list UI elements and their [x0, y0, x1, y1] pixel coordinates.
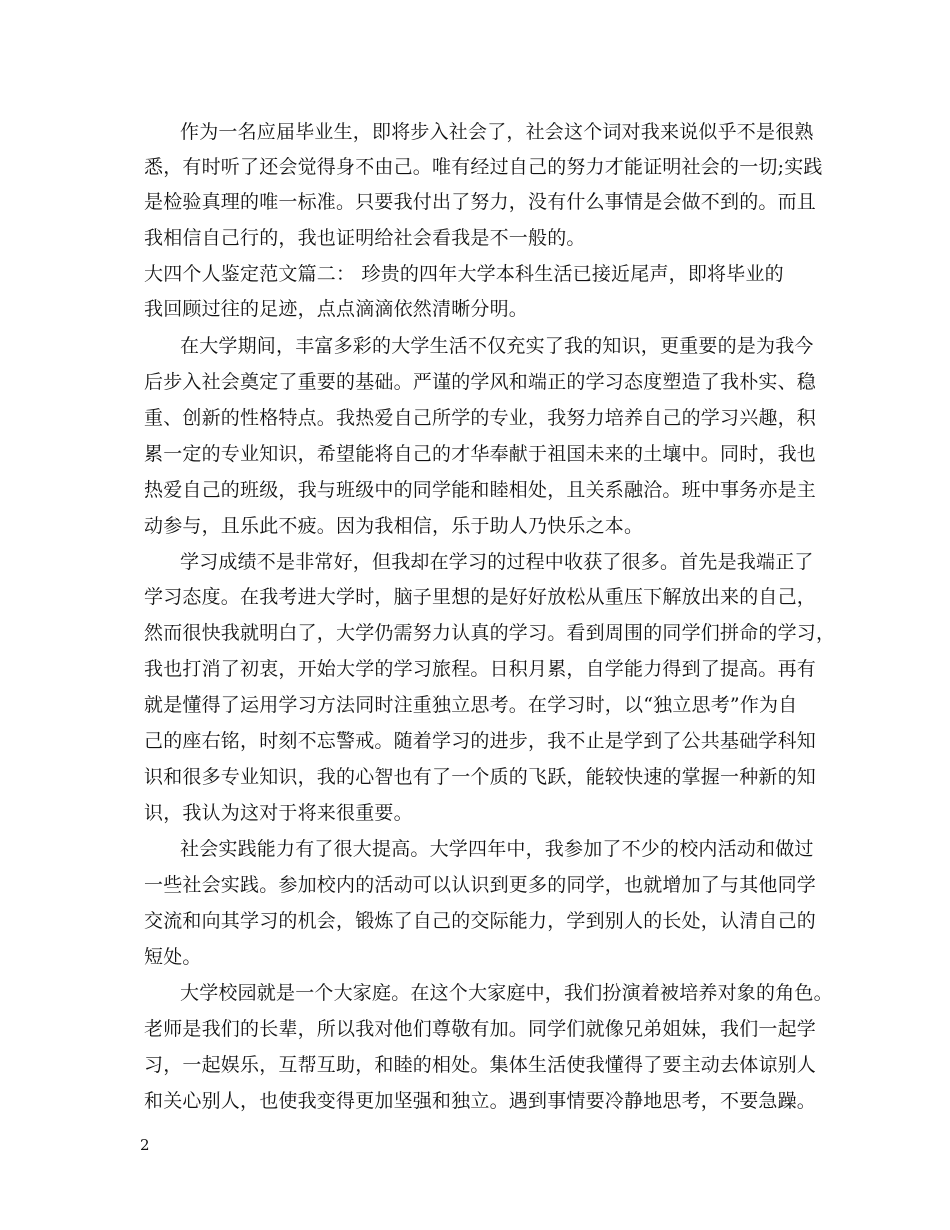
paragraph-line: 是检验真理的唯一标准。只要我付出了努力，没有什么事情是会做不到的。而且: [144, 191, 817, 213]
paragraph-line: 我也打消了初衷，开始大学的学习旅程。日积月累，自学能力得到了提高。再有: [144, 658, 817, 680]
paragraph-line: 悉，有时听了还会觉得身不由己。唯有经过自己的努力才能证明社会的一切;实践: [144, 156, 823, 178]
paragraph-line: 累一定的专业知识，希望能将自己的才华奉献于祖国未来的土壤中。同时，我也: [144, 443, 817, 465]
paragraph-line: 交流和向其学习的机会，锻炼了自己的交际能力，学到别人的长处，认清自己的: [144, 910, 817, 932]
section-heading-line: 大四个人鉴定范文篇二： 珍贵的四年大学本科生活已接近尾声，即将毕业的: [144, 263, 784, 285]
paragraph-line: 重、创新的性格特点。我热爱自己所学的专业，我努力培养自己的学习兴趣，积: [144, 407, 817, 429]
paragraph-line: 我回顾过往的足迹，点点滴滴依然清晰分明。: [144, 298, 529, 320]
paragraph-line: 识，我认为这对于将来很重要。: [144, 802, 413, 824]
paragraph-line: 动参与，且乐此不疲。因为我相信，乐于助人乃快乐之本。: [144, 515, 644, 537]
paragraph-line: 后步入社会奠定了重要的基础。严谨的学风和端正的学习态度塑造了我朴实、稳: [144, 371, 817, 393]
paragraph-line: 习，一起娱乐，互帮互助，和睦的相处。集体生活使我懂得了要主动去体谅别人: [144, 1054, 817, 1076]
paragraph-line: 在大学期间，丰富多彩的大学生活不仅充实了我的知识，更重要的是为我今: [180, 335, 814, 357]
paragraph-line: 老师是我们的长辈，所以我对他们尊敬有加。同学们就像兄弟姐妹，我们一起学: [144, 1018, 817, 1040]
paragraph-line: 学习态度。在我考进大学时，脑子里想的是好好放松从重压下解放出来的自己，: [144, 586, 817, 608]
paragraph-line: 短处。: [144, 946, 202, 968]
paragraph-line: 就是懂得了运用学习方法同时注重独立思考。在学习时，以“独立思考”作为自: [144, 694, 798, 716]
page-number: 2: [140, 1136, 150, 1154]
paragraph-line: 一些社会实践。参加校内的活动可以认识到更多的同学，也就增加了与其他同学: [144, 874, 817, 896]
paragraph-line: 学习成绩不是非常好，但我却在学习的过程中收获了很多。首先是我端正了: [180, 551, 814, 573]
paragraph-line: 社会实践能力有了很大提高。大学四年中，我参加了不少的校内活动和做过: [180, 838, 814, 860]
paragraph-line: 识和很多专业知识，我的心智也有了一个质的飞跃，能较快速的掌握一种新的知: [144, 766, 817, 788]
paragraph-line: 大学校园就是一个大家庭。在这个大家庭中，我们扮演着被培养对象的角色。: [180, 982, 833, 1004]
paragraph-line: 己的座右铭，时刻不忘警戒。随着学习的进步，我不止是学到了公共基础学科知: [144, 730, 817, 752]
paragraph-line: 和关心别人，也使我变得更加坚强和独立。遇到事情要冷静地思考，不要急躁。: [144, 1090, 817, 1112]
paragraph-line: 热爱自己的班级，我与班级中的同学能和睦相处，且关系融洽。班中事务亦是主: [144, 479, 817, 501]
paragraph-line: 然而很快我就明白了，大学仍需努力认真的学习。看到周围的同学们拼命的学习，: [144, 622, 836, 644]
paragraph-line: 作为一名应届毕业生，即将步入社会了，社会这个词对我来说似乎不是很熟: [180, 121, 814, 143]
paragraph-line: 我相信自己行的，我也证明给社会看我是不一般的。: [144, 227, 586, 249]
